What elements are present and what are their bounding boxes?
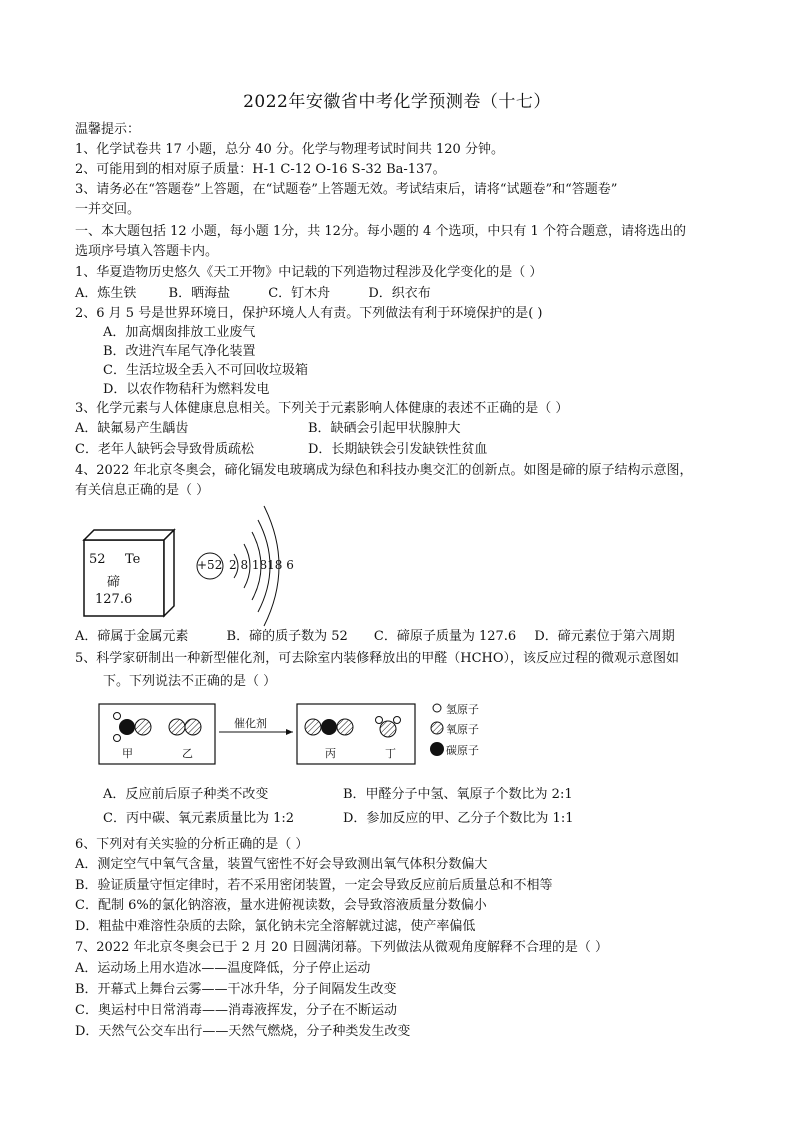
nucleus-charge: +52	[197, 558, 223, 572]
q1-stem: 1、华夏造物历史悠久《天工开物》中记载的下列造物过程涉及化学变化的是（ ）	[75, 265, 543, 280]
q2-option-c[interactable]: C．生活垃圾全丢入不可回收垃圾箱	[103, 363, 308, 378]
q1-options	[75, 286, 431, 302]
q4-option-d[interactable]: D．碲元素位于第六周期	[534, 629, 675, 644]
q5-option-d[interactable]: D．参加反应的甲、乙分子个数比为 1:1	[343, 811, 574, 826]
q2-stem: 2、6 月 5 号是世界环境日，保护环境人人有责。下列做法有利于环境保护的是( )	[75, 306, 543, 321]
q2-option-a[interactable]: A．加高烟囱排放工业废气	[103, 325, 256, 340]
element-number: 52	[89, 552, 106, 567]
q4-stem: 有关信息正确的是（ ）	[75, 483, 210, 498]
label-yi: 乙	[182, 747, 193, 760]
q7-option-c[interactable]: C．奥运村中日常消毒——消毒液挥发，分子在不断运动	[75, 1003, 397, 1018]
catalyst-label: 催化剂	[234, 717, 267, 730]
q7-option-b[interactable]: B．开幕式上舞台云雾——干冰升华，分子间隔发生改变	[75, 982, 397, 997]
q6-option-d[interactable]: D．粗盐中难溶性杂质的去除，氯化钠未完全溶解就过滤，使产率偏低	[75, 919, 476, 934]
q3-option-c[interactable]: C．老年人缺钙会导致骨质疏松	[75, 442, 254, 457]
q3-stem: 3、化学元素与人体健康息息相关。下列关于元素影响人体健康的表述不正确的是（ ）	[75, 401, 569, 416]
legend-hydrogen: 氢原子	[446, 703, 479, 716]
q3-option-b[interactable]: B．缺硒会引起甲状腺肿大	[308, 421, 461, 436]
q7-stem: 7、2022 年北京冬奥会已于 2 月 20 日圆满闭幕。下列做法从微观角度解释不合理的是（ ）	[75, 940, 608, 955]
tip-line: 2、可能用到的相对原子质量：H-1 C-12 O-16 S-32 Ba-137。	[75, 162, 446, 177]
q5-option-a[interactable]: A．反应前后原子种类不改变	[103, 787, 269, 802]
page-title: 2022年安徽省中考化学预测卷（十七）	[243, 92, 551, 112]
section-instruction: 一、本大题包括 12 小题，每小题 1分，共 12分。每小题的 4 个选项，中只有 1 个符合题意，请将选出的	[75, 224, 686, 239]
q3-option-d[interactable]: D．长期缺铁会引发缺铁性贫血	[308, 442, 488, 457]
q5-option-c[interactable]: C．丙中碳、氧元素质量比为 1:2	[103, 811, 295, 826]
q4-option-c[interactable]: C．碲原子质量为 127.6	[373, 629, 517, 644]
q6-option-b[interactable]: B．验证质量守恒定律时，若不采用密闭装置，一定会导致反应前后质量总和不相等	[75, 878, 553, 893]
label-bing: 丙	[325, 747, 336, 760]
q6-option-c[interactable]: C．配制 6%的氯化钠溶液，量水进俯视读数，会导致溶液质量分数偏小	[75, 898, 487, 913]
q4-option-a[interactable]: A．碲属于金属元素	[75, 629, 189, 644]
legend-carbon: 碳原子	[446, 744, 479, 757]
q1-option-b[interactable]: B．晒海盐	[168, 286, 231, 301]
q1-option-a[interactable]: A．炼生铁	[75, 286, 137, 301]
tip-line: 3、请务必在“答题卷”上答题，在“试题卷”上答题无效。考试结束后，请将“试题卷”和“答题卷”	[75, 182, 618, 197]
element-name: 碲	[107, 575, 121, 590]
legend-oxygen: 氧原子	[446, 723, 479, 736]
q6-option-a[interactable]: A．测定空气中氧气含量，装置气密性不好会导致测出氧气体积分数偏大	[75, 857, 488, 872]
q4-option-b[interactable]: B．碲的质子数为 52	[226, 629, 348, 644]
q5-stem: 下。下列说法不正确的是（ ）	[103, 674, 277, 689]
q6-stem: 6、下列对有关实验的分析正确的是（ ）	[75, 837, 309, 852]
element-symbol: Te	[125, 552, 141, 567]
q1-option-c[interactable]: C．钉木舟	[268, 286, 331, 301]
q4-options	[75, 629, 675, 645]
element-mass: 127.6	[95, 592, 133, 607]
section-instruction: 选项序号填入答题卡内。	[75, 244, 219, 259]
q7-option-a[interactable]: A．运动场上用水造冰——温度降低，分子停止运动	[75, 961, 371, 976]
q1-option-d[interactable]: D．织衣布	[368, 286, 431, 301]
q2-option-b[interactable]: B．改进汽车尾气净化装置	[103, 344, 256, 359]
q5-stem: 5、科学家研制出一种新型催化剂，可去除室内装修释放出的甲醛（HCHO），该反应过程的微观示意图如	[75, 651, 680, 666]
label-ding: 丁	[385, 747, 396, 760]
q2-option-d[interactable]: D．以农作物秸秆为燃料发电	[103, 382, 270, 397]
label-jia: 甲	[122, 747, 133, 760]
q3-option-a[interactable]: A．缺氟易产生龋齿	[75, 421, 189, 436]
q7-option-d[interactable]: D．天然气公交车出行——天然气燃烧，分子种类发生改变	[75, 1024, 411, 1039]
tip-line: 一并交回。	[75, 202, 141, 217]
q5-option-b[interactable]: B．甲醛分子中氢、氧原子个数比为 2:1	[343, 787, 573, 802]
q4-stem: 4、2022 年北京冬奥会，碲化镉发电玻璃成为绿色和科技办奥交汇的创新点。如图是碲的原子结构示意图，	[75, 463, 693, 478]
tip-line: 1、化学试卷共 17 小题，总分 40 分。化学与物理考试时间共 120 分钟。	[75, 142, 504, 157]
tips-header: 温馨提示：	[75, 122, 141, 137]
electron-shells: 2 8 1818 6	[229, 558, 294, 572]
